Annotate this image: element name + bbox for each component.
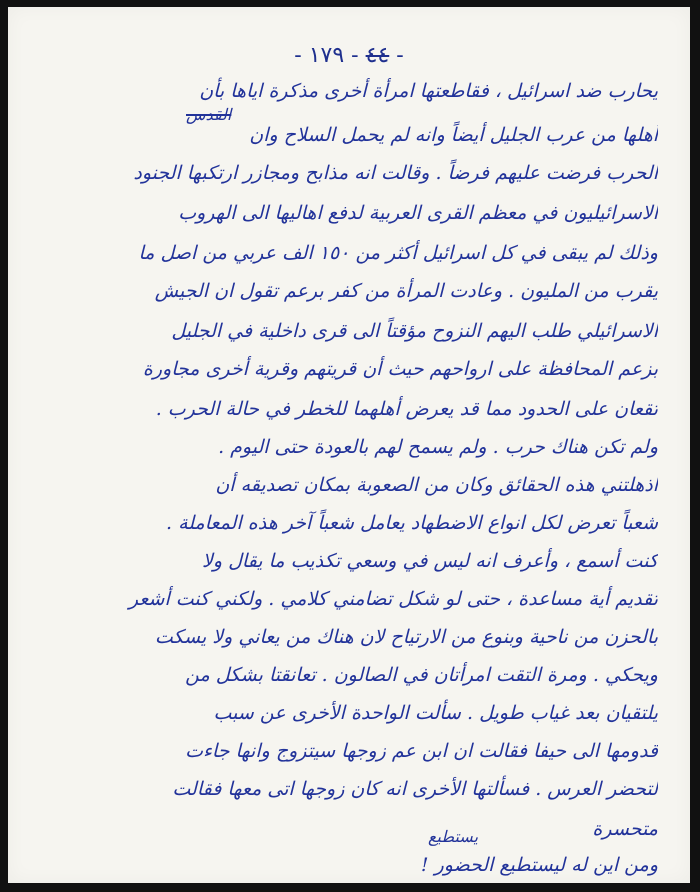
text-line-6: يقرب من المليون . وعادت المرأة من كفر برعم تقول ان الجيش (154, 280, 658, 302)
text-line-9: تقعان على الحدود مما قد يعرض أهلهما للخطر في حالة الحرب . (155, 398, 658, 420)
text-line-19: لتحضر العرس . فسألتها الأخرى انه كان زوجها اتى معها فقالت (172, 778, 658, 800)
text-line-18: قدومها الى حيفا فقالت ان ابن عم زوجها سيتزوج وانها جاءت (185, 740, 658, 762)
page-number: - ٤٤ - ١٧٩ - (294, 43, 404, 68)
text-line-17: يلتقيان بعد غياب طويل . سألت الواحدة الأخرى عن سبب (213, 702, 658, 724)
text-line-12: شعباً تعرض لكل انواع الاضطهاد يعامل شعباً آخر هذه المعاملة . (166, 512, 658, 534)
text-line-15: بالحزن من ناحية وبنوع من الارتياح لان هناك من يعاني ولا يسكت (154, 626, 658, 648)
text-line-14: تقديم أية مساعدة ، حتى لو شكل تضامني كلامي . ولكني كنت أشعر (128, 588, 658, 610)
text-line-21: ومن اين له ليستطيع الحضور ! (420, 854, 658, 876)
text-line-4: الاسرائيليون في معظم القرى العربية لدفع اهاليها الى الهروب (178, 202, 658, 224)
text-line-11: اذهلتني هذه الحقائق وكان من الصعوبة بمكان تصديقه أن (215, 474, 658, 496)
text-line-1: يحارب ضد اسرائيل ، فقاطعتها امرأة أخرى مذكرة اياها بأن (199, 80, 658, 102)
handwritten-page (8, 7, 690, 883)
text-line-16: ويحكي . ومرة التقت امرأتان في الصالون . تعانقتا بشكل من (185, 664, 658, 686)
text-line-3: الحرب فرضت عليهم فرضاً . وقالت انه مذابح ومجازر ارتكبها الجنود (133, 162, 658, 184)
inserted-correction: يستطيع (428, 827, 479, 846)
text-line-20: متحسرة (592, 818, 658, 840)
struck-correction: القدس (186, 105, 232, 124)
text-line-13: كنت أسمع ، وأعرف انه ليس في وسعي تكذيب ما يقال ولا (202, 550, 658, 572)
text-line-5: وذلك لم يبقى في كل اسرائيل أكثر من ١٥٠ الف عربي من اصل ما (138, 242, 658, 264)
page-number-current: ١٧٩ (308, 43, 345, 68)
text-line-8: بزعم المحافظة على ارواحهم حيث أن قريتهم وقرية أخرى مجاورة (142, 358, 658, 380)
text-line-10: ولم تكن هناك حرب . ولم يسمح لهم بالعودة حتى اليوم . (218, 436, 658, 458)
text-line-7: الاسرائيلي طلب اليهم النزوح مؤقتاً الى قرى داخلية في الجليل (171, 320, 658, 342)
text-line-2: أهلها من عرب الجليل أيضاً وانه لم يحمل السلاح وان (249, 124, 658, 146)
page-number-struck: ٤٤ (365, 43, 390, 68)
